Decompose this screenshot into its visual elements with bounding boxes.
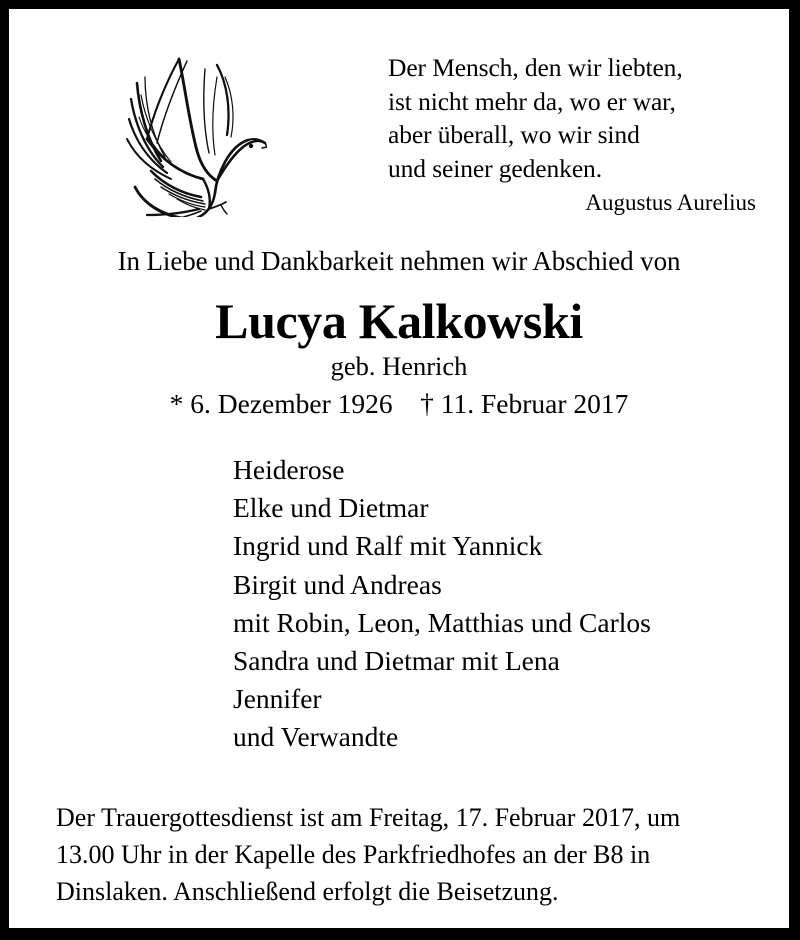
service-line-1: Der Trauergottesdienst ist am Freitag, 17. Februar 2017, um (56, 803, 681, 832)
survivors-list (233, 451, 793, 757)
deceased-maiden-name: geb. Henrich (330, 351, 468, 381)
list-item: Ingrid und Ralf mit Yannick (233, 530, 543, 562)
memorial-quote (388, 51, 758, 218)
list-item: Jennifer (233, 683, 322, 715)
deceased-block (9, 292, 789, 423)
quote-author: Augustus Aurelius (585, 190, 756, 215)
list-item: und Verwandte (233, 721, 399, 753)
funeral-service-details (56, 799, 756, 910)
lead-in-text: In Liebe und Dankbarkeit nehmen wir Abschied von (117, 246, 681, 276)
service-line-3: Dinslaken. Anschließend erfolgt die Beisetzung. (56, 877, 559, 906)
deceased-dates: * 6. Dezember 1926 † 11. Februar 2017 (169, 388, 629, 419)
quote-line-1: Der Mensch, den wir liebten, (388, 53, 683, 82)
dove-icon (117, 47, 267, 217)
list-item: mit Robin, Leon, Matthias und Carlos (233, 606, 651, 638)
header-block (9, 9, 789, 224)
quote-line-4: und seiner gedenken. (388, 153, 602, 183)
list-item: Elke und Dietmar (233, 492, 429, 524)
quote-line-3: aber überall, wo wir sind (388, 120, 640, 149)
obituary-card-inner (9, 9, 789, 928)
deceased-name: Lucya Kalkowski (215, 293, 583, 349)
list-item: Birgit und Andreas (233, 568, 442, 600)
quote-line-2: ist nicht mehr da, wo er war, (388, 86, 676, 116)
list-item: Heiderose (233, 454, 345, 485)
list-item: Sandra und Dietmar mit Lena (233, 645, 560, 677)
service-line-2: 13.00 Uhr in der Kapelle des Parkfriedhofes an der B8 in (56, 840, 651, 869)
